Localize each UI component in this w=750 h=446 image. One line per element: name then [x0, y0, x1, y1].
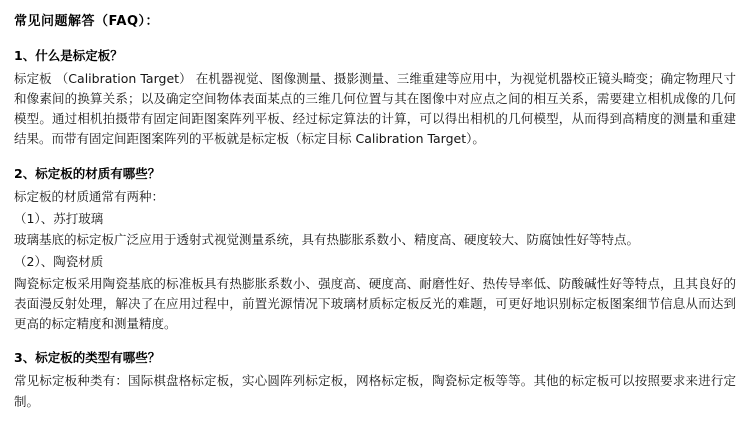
material-item-label-1: （1）、苏打玻璃 — [14, 210, 104, 226]
faq-section-1 — [14, 46, 736, 150]
faq-section-2 — [14, 164, 736, 335]
faq-question-heading-3: 3、标定板的类型有哪些？ — [14, 350, 161, 366]
faq-section-3 — [14, 348, 736, 412]
faq-answer-paragraph-3: 常见标定板种类有：国际棋盘格标定板，实心圆阵列标定板，网格标定板，陶瓷标定板等等。其他的标定板可以按照要求来进行定制。 — [14, 373, 736, 409]
faq-answer-paragraph-1: 标定板 （Calibration Target） 在机器视觉、图像测量、摄影测量、三维重建等应用中，为视觉机器校正镜头畸变；确定物理尺寸和像素间的换算关系；以及确定空间物体表面某点的三维几何位置与其在图像中对应点之间的相互关系，需要建立相机成像的几何模型。通过相机拍摄带有固定间距图案阵列平板、经过标定算法的计算，可以得出相机的几何模型，从而得到高精度的测量和重建结果。而带有固定间距图案阵列的平板就是标定板（标定目标 Calibration Target）。 — [14, 70, 736, 147]
material-item-label-2: （2）、陶瓷材质 — [14, 254, 104, 270]
material-item-text-1: 玻璃基底的标定板广泛应用于透射式视觉测量系统，具有热膨胀系数小、精度高、硬度较大、防腐蚀性好等特点。 — [14, 232, 640, 247]
material-item-text-2: 陶瓷标定板采用陶瓷基底的标准板具有热膨胀系数小、强度高、硬度高、耐磨性好、热传导率低、防酸碱性好等特点，且其良好的表面漫反射处理，解决了在应用过程中，前置光源情况下玻璃材质标定板反光的难题，可更好地识别标定板图案细节信息从而达到更高的标定精度和测量精度。 — [14, 275, 736, 331]
page-title: 常见问题解答（FAQ）： — [14, 14, 160, 29]
faq-answer-intro-2: 标定板的材质通常有两种： — [14, 188, 165, 204]
faq-question-heading-1: 1、什么是标定板？ — [14, 47, 123, 63]
faq-question-heading-2: 2、标定板的材质有哪些？ — [14, 165, 161, 181]
